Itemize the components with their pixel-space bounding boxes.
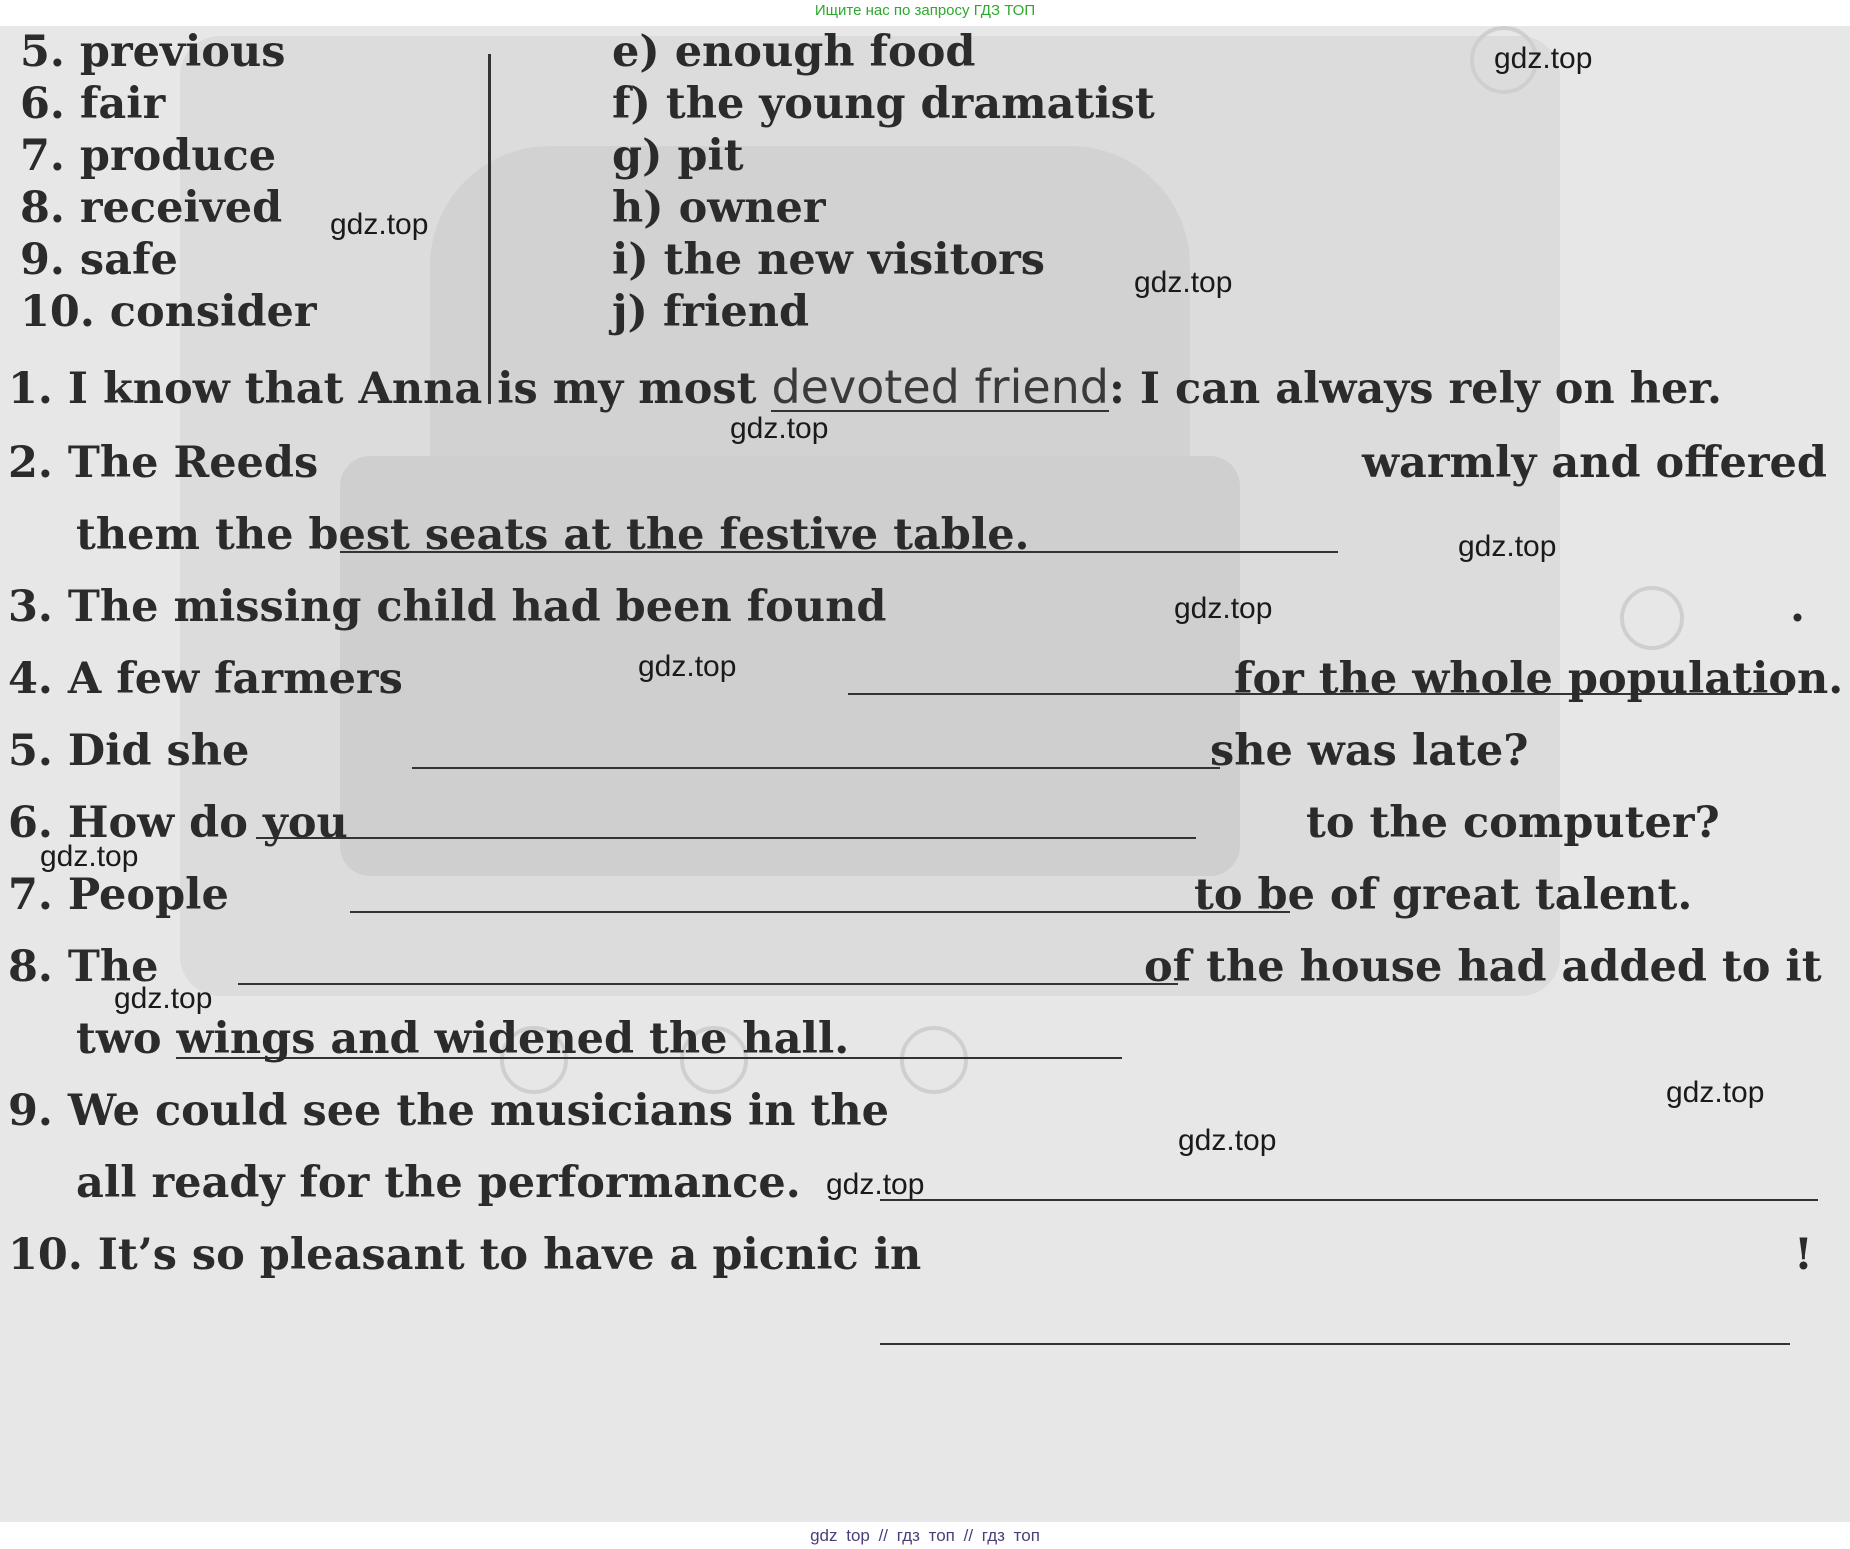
sentence-7-tail: to be of great talent. — [1194, 870, 1693, 920]
sentence-8: 8. The — [8, 942, 159, 992]
sentence-4-tail: for the whole population. — [1234, 654, 1844, 704]
sentence-10: 10. It’s so pleasant to have a picnic in — [8, 1230, 922, 1280]
watermark: gdz.top — [1666, 1076, 1765, 1109]
sentence-3-tail: . — [1790, 582, 1805, 632]
match-item-right: i) the new visitors — [612, 235, 1046, 285]
sentence-7: 7. People — [8, 870, 229, 920]
watermark: gdz.top — [1494, 42, 1593, 75]
watermark: gdz.top — [826, 1168, 925, 1201]
column-divider — [488, 54, 491, 404]
handwritten-answer: devoted friend — [771, 360, 1110, 414]
watermark: gdz.top — [730, 412, 829, 445]
answer-blank[interactable] — [412, 767, 1220, 769]
answer-blank[interactable] — [880, 1199, 1818, 1201]
sentence-6-tail: to the computer? — [1306, 798, 1720, 848]
bottom-banner[interactable]: gdz top // гдз топ // гдз топ — [810, 1526, 1040, 1545]
sentence-10-tail: ! — [1794, 1230, 1813, 1280]
sentence-6: 6. How do you — [8, 798, 348, 848]
sentence-5: 5. Did she — [8, 726, 250, 776]
sentence-2: 2. The Reeds — [8, 438, 319, 488]
match-item-left: 7. produce — [20, 131, 277, 181]
answer-blank[interactable] — [880, 1343, 1790, 1345]
watermark: gdz.top — [1178, 1124, 1277, 1157]
match-item-left: 5. previous — [20, 27, 286, 77]
watermark: gdz.top — [1174, 592, 1273, 625]
match-item-left: 8. received — [20, 183, 283, 233]
match-item-left: 9. safe — [20, 235, 178, 285]
sentence-9: 9. We could see the musicians in the — [8, 1086, 890, 1136]
sentence-1: 1. I know that Anna is my most devoted friend: I can always rely on her. — [8, 360, 1722, 414]
match-item-left: 6. fair — [20, 79, 166, 129]
sentence-3: 3. The missing child had been found — [8, 582, 887, 632]
sentence-8-tail: of the house had added to it — [1144, 942, 1822, 992]
top-banner[interactable]: Ищите нас по запросу ГДЗ ТОП — [814, 2, 1036, 19]
background-circle — [1620, 586, 1684, 650]
match-item-right: g) pit — [612, 131, 744, 181]
match-item-right: e) enough food — [612, 27, 976, 77]
sentence-5-tail: she was late? — [1210, 726, 1529, 776]
sentence-2-tail: warmly and offered — [1362, 438, 1827, 488]
textbook-page — [0, 26, 1850, 1522]
sentence-8-continuation: two wings and widened the hall. — [76, 1014, 850, 1064]
match-item-left: 10. consider — [20, 287, 317, 337]
match-item-right: f) the young dramatist — [612, 79, 1155, 129]
answer-blank[interactable] — [256, 837, 1196, 839]
watermark: gdz.top — [114, 982, 213, 1015]
match-item-right: j) friend — [612, 287, 810, 337]
watermark: gdz.top — [1458, 530, 1557, 563]
watermark: gdz.top — [330, 208, 429, 241]
background-circle — [900, 1026, 968, 1094]
watermark: gdz.top — [40, 840, 139, 873]
match-item-right: h) owner — [612, 183, 826, 233]
watermark: gdz.top — [1134, 266, 1233, 299]
answer-blank[interactable] — [350, 911, 1290, 913]
sentence-2-continuation: them the best seats at the festive table. — [76, 510, 1030, 560]
sentence-4: 4. A few farmers — [8, 654, 403, 704]
sentence-9-continuation: all ready for the performance. — [76, 1158, 801, 1208]
answer-blank[interactable] — [238, 983, 1178, 985]
watermark: gdz.top — [638, 650, 737, 683]
